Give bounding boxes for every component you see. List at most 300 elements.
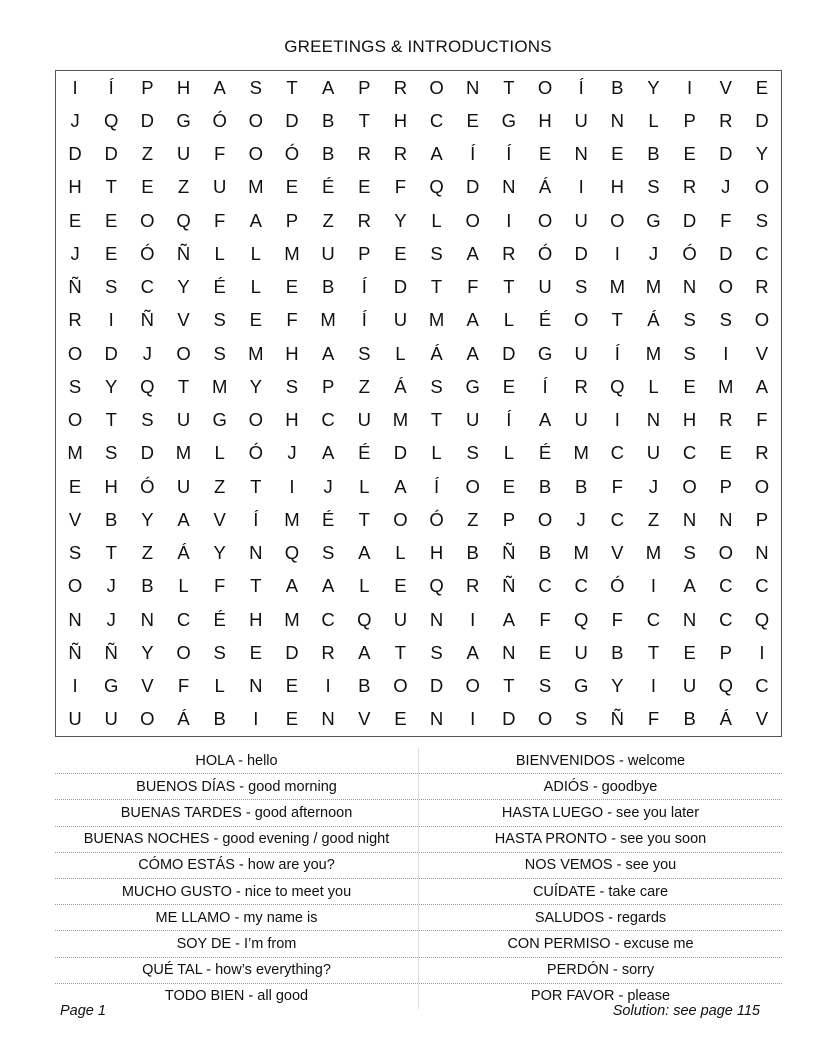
grid-letter: M: [428, 309, 445, 331]
grid-letter: Í: [506, 143, 512, 165]
grid-letter: A: [321, 575, 335, 597]
grid-letter: I: [253, 708, 259, 730]
word-list: [55, 748, 782, 1009]
grid-letter: H: [176, 76, 191, 98]
grid-letter: P: [719, 475, 732, 497]
grid-letter: É: [321, 508, 335, 530]
grid-letter: F: [611, 475, 623, 497]
grid-letter: Q: [140, 375, 155, 397]
grid-letter: Y: [755, 143, 769, 165]
grid-letter: I: [614, 409, 620, 431]
grid-letter: Z: [358, 375, 370, 397]
word-entry: CON PERMISO - excuse me: [507, 935, 694, 952]
grid-letter: Q: [573, 608, 589, 630]
grid-letter: O: [248, 409, 264, 431]
grid-letter: J: [142, 342, 152, 364]
grid-letter: N: [502, 176, 516, 198]
grid-letter: Ó: [682, 242, 697, 264]
grid-letter: N: [249, 542, 263, 564]
grid-letter: S: [105, 276, 118, 298]
grid-letter: E: [285, 176, 299, 198]
grid-letter: O: [754, 475, 770, 497]
grid-letter: V: [719, 76, 732, 98]
grid-letter: J: [323, 475, 333, 497]
grid-letter: I: [470, 708, 476, 730]
grid-letter: Y: [141, 508, 154, 530]
grid-letter: J: [721, 176, 731, 198]
grid-letter: O: [718, 542, 733, 564]
grid-letter: Q: [104, 109, 119, 131]
grid-letter: C: [321, 608, 335, 630]
grid-letter: U: [646, 442, 661, 464]
grid-letter: O: [67, 342, 83, 364]
solution-note: Solution: see page 115: [612, 1003, 760, 1019]
grid-letter: L: [648, 375, 659, 397]
grid-letter: E: [394, 575, 407, 597]
grid-letter: E: [683, 143, 696, 165]
grid-letter: R: [719, 109, 733, 131]
grid-letter: Á: [394, 375, 407, 397]
grid-letter: F: [177, 675, 190, 697]
grid-letter: Ñ: [502, 575, 516, 597]
grid-letter: L: [359, 575, 370, 597]
grid-letter: E: [285, 675, 299, 697]
word-entry: SOY DE - I’m from: [55, 931, 419, 956]
grid-letter: M: [320, 309, 336, 331]
grid-letter: Q: [610, 375, 625, 397]
page-number: Page 1: [60, 1003, 106, 1019]
grid-letter: S: [430, 242, 443, 264]
grid-letter: N: [502, 641, 516, 663]
grid-letter: O: [610, 209, 625, 231]
grid-letter: S: [575, 708, 588, 730]
grid-letter: M: [284, 508, 300, 530]
word-list-row: [55, 958, 782, 984]
grid-letter: A: [430, 143, 443, 165]
grid-letter: Í: [434, 475, 440, 497]
grid-letter: M: [645, 542, 662, 564]
grid-letter: E: [141, 176, 154, 198]
grid-letter: Y: [647, 76, 660, 98]
grid-letter: Ñ: [176, 242, 191, 264]
grid-letter: Í: [542, 375, 548, 397]
grid-letter: N: [719, 508, 733, 530]
word-entry: QUÉ TAL - how’s everything?: [55, 958, 419, 983]
word-entry: HASTA PRONTO - see you soon: [494, 831, 707, 848]
grid-letter: M: [211, 375, 228, 397]
grid-letter: Í: [108, 76, 114, 98]
grid-letter: E: [683, 375, 696, 397]
grid-letter: N: [249, 675, 263, 697]
grid-letter: T: [358, 508, 370, 530]
grid-letter: Í: [506, 409, 512, 431]
grid-letter: Ñ: [104, 641, 118, 663]
grid-letter: Á: [538, 176, 552, 198]
word-list-row: [55, 774, 782, 800]
grid-letter: L: [431, 209, 442, 231]
grid-letter: O: [176, 342, 191, 364]
grid-letter: T: [105, 542, 117, 564]
grid-letter: S: [538, 675, 552, 697]
grid-letter: A: [249, 209, 262, 231]
grid-letter: N: [140, 608, 155, 630]
grid-letter: Ñ: [140, 309, 155, 331]
word-list-row: [55, 800, 782, 826]
grid-letter: I: [687, 76, 693, 98]
grid-letter: E: [68, 209, 82, 231]
grid-letter: D: [393, 442, 408, 464]
grid-letter: U: [538, 276, 552, 298]
grid-letter: B: [611, 76, 624, 98]
grid-letter: G: [212, 409, 227, 431]
grid-letter: U: [574, 342, 588, 364]
grid-letter: O: [682, 475, 697, 497]
grid-letter: E: [358, 176, 371, 198]
grid-letter: C: [755, 675, 769, 697]
grid-letter: I: [650, 675, 657, 697]
grid-letter: A: [466, 242, 479, 264]
grid-letter: D: [285, 109, 299, 131]
grid-letter: V: [177, 309, 190, 331]
grid-letter: A: [683, 575, 696, 597]
grid-letter: Z: [322, 209, 334, 231]
grid-letter: M: [645, 342, 662, 364]
grid-letter: Ó: [537, 242, 553, 264]
grid-letter: L: [250, 276, 261, 298]
word-entry: POR FAVOR - please: [530, 988, 671, 1005]
word-list-row: [55, 853, 782, 879]
grid-letter: R: [68, 309, 82, 331]
grid-letter: Í: [470, 143, 476, 165]
grid-letter: B: [538, 542, 552, 564]
grid-letter: U: [104, 708, 118, 730]
grid-letter: S: [683, 542, 696, 564]
grid-letter: L: [503, 442, 515, 464]
grid-letter: N: [682, 608, 697, 630]
grid-letter: C: [321, 409, 335, 431]
grid-letter: A: [466, 342, 479, 364]
grid-letter: U: [393, 309, 408, 331]
grid-letter: Y: [394, 209, 407, 231]
grid-letter: I: [470, 608, 476, 630]
grid-letter: V: [213, 508, 226, 530]
grid-letter: O: [140, 708, 155, 730]
grid-letter: F: [214, 575, 226, 597]
grid-letter: F: [214, 209, 226, 231]
grid-letter: C: [176, 608, 191, 630]
grid-letter: Ñ: [68, 641, 82, 663]
grid-letter: G: [465, 375, 480, 397]
grid-letter: O: [537, 209, 553, 231]
grid-letter: P: [285, 209, 299, 231]
grid-letter: L: [395, 542, 406, 564]
grid-letter: M: [248, 342, 264, 364]
grid-letter: B: [321, 143, 335, 165]
grid-letter: M: [284, 242, 300, 264]
grid-letter: S: [719, 309, 732, 331]
grid-letter: Í: [361, 276, 367, 298]
word-entry: MUCHO GUSTO - nice to meet you: [55, 879, 419, 904]
word-entry: BUENAS NOCHES - good evening / good night: [55, 827, 419, 852]
grid-letter: D: [502, 708, 516, 730]
grid-letter: F: [756, 409, 768, 431]
grid-letter: V: [755, 708, 769, 730]
grid-letter: O: [573, 309, 589, 331]
grid-letter: U: [466, 409, 480, 431]
grid-letter: D: [393, 276, 408, 298]
grid-letter: U: [393, 608, 408, 630]
grid-letter: L: [178, 575, 189, 597]
grid-letter: J: [70, 242, 80, 264]
grid-letter: O: [393, 508, 408, 530]
grid-letter: U: [176, 409, 191, 431]
grid-letter: D: [502, 342, 516, 364]
grid-letter: L: [395, 342, 406, 364]
grid-letter: G: [104, 675, 119, 697]
grid-letter: S: [647, 176, 660, 198]
grid-letter: Á: [647, 309, 660, 331]
grid-letter: E: [466, 109, 479, 131]
grid-letter: L: [359, 475, 370, 497]
grid-letter: A: [213, 76, 226, 98]
grid-letter: E: [394, 708, 407, 730]
grid-letter: P: [321, 375, 335, 397]
grid-letter: L: [214, 242, 225, 264]
grid-letter: F: [467, 276, 479, 298]
grid-letter: D: [719, 143, 733, 165]
grid-letter: A: [358, 641, 371, 663]
grid-letter: P: [755, 508, 769, 530]
grid-letter: Q: [357, 608, 372, 630]
grid-letter: M: [573, 542, 589, 564]
grid-letter: S: [68, 542, 82, 564]
grid-letter: H: [393, 109, 408, 131]
grid-letter: D: [285, 641, 299, 663]
grid-letter: Ó: [248, 442, 264, 464]
grid-letter: Z: [214, 475, 226, 497]
grid-letter: L: [250, 242, 261, 264]
word-list-row: [55, 931, 782, 957]
grid-letter: A: [394, 475, 407, 497]
grid-letter: P: [358, 76, 371, 98]
grid-letter: S: [358, 342, 371, 364]
grid-letter: H: [68, 176, 82, 198]
grid-letter: T: [503, 276, 515, 298]
word-list-row: [55, 748, 782, 774]
grid-letter: D: [140, 109, 155, 131]
word-entry: BUENOS DÍAS - good morning: [55, 774, 419, 799]
grid-letter: Á: [177, 542, 190, 564]
grid-letter: U: [357, 409, 371, 431]
grid-letter: D: [682, 209, 697, 231]
grid-letter: Ñ: [502, 542, 516, 564]
grid-letter: Z: [141, 542, 154, 564]
grid-letter: O: [429, 76, 444, 98]
grid-letter: N: [682, 508, 697, 530]
grid-letter: T: [177, 375, 190, 397]
grid-letter: F: [539, 608, 551, 630]
grid-letter: T: [503, 76, 515, 98]
grid-letter: N: [574, 143, 588, 165]
grid-letter: É: [538, 309, 552, 331]
grid-letter: J: [287, 442, 297, 464]
grid-letter: P: [141, 76, 154, 98]
word-entry: NOS VEMOS - see you: [524, 857, 677, 874]
grid-letter: N: [321, 708, 335, 730]
grid-letter: A: [755, 375, 769, 397]
word-entry: HOLA - hello: [55, 748, 419, 773]
grid-letter: O: [393, 675, 408, 697]
grid-letter: V: [68, 508, 82, 530]
grid-letter: S: [68, 375, 82, 397]
grid-letter: C: [140, 276, 155, 298]
grid-letter: E: [249, 641, 262, 663]
grid-letter: U: [574, 641, 588, 663]
grid-letter: Q: [176, 209, 191, 231]
grid-letter: P: [683, 109, 696, 131]
grid-letter: V: [611, 542, 624, 564]
grid-letter: Í: [578, 76, 584, 98]
grid-letter: N: [429, 608, 444, 630]
grid-letter: E: [394, 242, 407, 264]
grid-letter: B: [213, 708, 226, 730]
grid-letter: R: [393, 76, 408, 98]
grid-letter: C: [646, 608, 661, 630]
grid-letter: U: [574, 109, 588, 131]
grid-letter: B: [358, 675, 371, 697]
word-list-row: [55, 879, 782, 905]
grid-letter: A: [285, 575, 299, 597]
grid-letter: G: [573, 675, 589, 697]
grid-letter: E: [755, 76, 769, 98]
grid-letter: E: [502, 375, 516, 397]
grid-letter: S: [285, 375, 299, 397]
grid-letter: T: [105, 409, 117, 431]
grid-letter: O: [140, 209, 155, 231]
grid-letter: E: [683, 641, 696, 663]
grid-letter: I: [759, 641, 765, 663]
grid-letter: M: [175, 442, 192, 464]
grid-letter: D: [719, 242, 733, 264]
grid-letter: M: [67, 442, 83, 464]
grid-letter: N: [429, 708, 444, 730]
grid-letter: I: [72, 675, 78, 697]
grid-letter: Í: [361, 309, 367, 331]
grid-letter: R: [357, 209, 371, 231]
grid-letter: N: [68, 608, 82, 630]
word-entry: BUENAS TARDES - good afternoon: [55, 800, 419, 825]
grid-letter: E: [68, 475, 82, 497]
grid-letter: B: [647, 143, 660, 165]
grid-letter: D: [755, 109, 769, 131]
grid-letter: É: [213, 276, 226, 298]
grid-letter: B: [611, 641, 624, 663]
grid-letter: S: [683, 342, 696, 364]
grid-letter: E: [105, 209, 118, 231]
grid-letter: L: [648, 109, 659, 131]
grid-letter: H: [538, 109, 552, 131]
grid-letter: C: [719, 608, 733, 630]
grid-letter: U: [682, 675, 697, 697]
grid-letter: E: [538, 143, 552, 165]
grid-letter: V: [358, 708, 371, 730]
grid-letter: B: [538, 475, 552, 497]
grid-letter: O: [465, 209, 480, 231]
grid-letter: T: [430, 276, 443, 298]
grid-letter: E: [719, 442, 732, 464]
grid-letter: P: [502, 508, 516, 530]
grid-letter: Í: [614, 342, 620, 364]
word-entry: ADIÓS - goodbye: [543, 778, 658, 795]
grid-letter: L: [431, 442, 442, 464]
grid-letter: É: [321, 176, 335, 198]
grid-letter: T: [286, 76, 298, 98]
grid-letter: Q: [429, 575, 444, 597]
grid-letter: Z: [647, 508, 660, 530]
grid-letter: D: [104, 342, 118, 364]
grid-letter: V: [755, 342, 769, 364]
grid-letter: L: [214, 675, 225, 697]
grid-letter: D: [104, 143, 118, 165]
grid-letter: E: [105, 242, 118, 264]
grid-letter: U: [574, 409, 588, 431]
grid-letter: Ó: [429, 508, 444, 530]
grid-letter: R: [574, 375, 588, 397]
grid-letter: A: [321, 342, 335, 364]
grid-letter: I: [108, 309, 114, 331]
grid-letter: G: [537, 342, 553, 364]
grid-letter: O: [754, 309, 770, 331]
grid-letter: R: [755, 442, 769, 464]
word-entry: CÓMO ESTÁS - how are you?: [55, 853, 419, 878]
grid-letter: S: [213, 342, 226, 364]
grid-letter: Z: [141, 143, 154, 165]
grid-letter: H: [682, 409, 697, 431]
grid-letter: A: [538, 409, 552, 431]
grid-letter: Y: [105, 375, 118, 397]
grid-letter: Ñ: [68, 276, 82, 298]
grid-letter: M: [645, 276, 662, 298]
grid-letter: A: [358, 542, 371, 564]
grid-letter: Ó: [284, 143, 300, 165]
grid-letter: Y: [213, 542, 226, 564]
grid-letter: H: [104, 475, 118, 497]
grid-letter: O: [537, 76, 553, 98]
grid-letter: C: [574, 575, 588, 597]
grid-letter: É: [538, 442, 552, 464]
grid-letter: F: [394, 176, 407, 198]
grid-letter: A: [321, 442, 335, 464]
grid-letter: B: [466, 542, 479, 564]
grid-letter: Q: [284, 542, 300, 564]
grid-letter: B: [683, 708, 696, 730]
grid-letter: Q: [429, 176, 444, 198]
grid-letter: U: [68, 708, 82, 730]
grid-letter: S: [249, 76, 262, 98]
word-entry: TODO BIEN - all good: [55, 984, 419, 1009]
word-list-row: [55, 905, 782, 931]
word-list-row: [55, 827, 782, 853]
grid-letter: D: [140, 442, 155, 464]
grid-letter: D: [429, 675, 444, 697]
grid-letter: O: [67, 409, 83, 431]
grid-letter: O: [248, 143, 264, 165]
grid-letter: U: [574, 209, 588, 231]
grid-letter: E: [249, 309, 262, 331]
grid-letter: H: [285, 342, 299, 364]
grid-letter: S: [141, 409, 154, 431]
grid-letter: I: [578, 176, 584, 198]
